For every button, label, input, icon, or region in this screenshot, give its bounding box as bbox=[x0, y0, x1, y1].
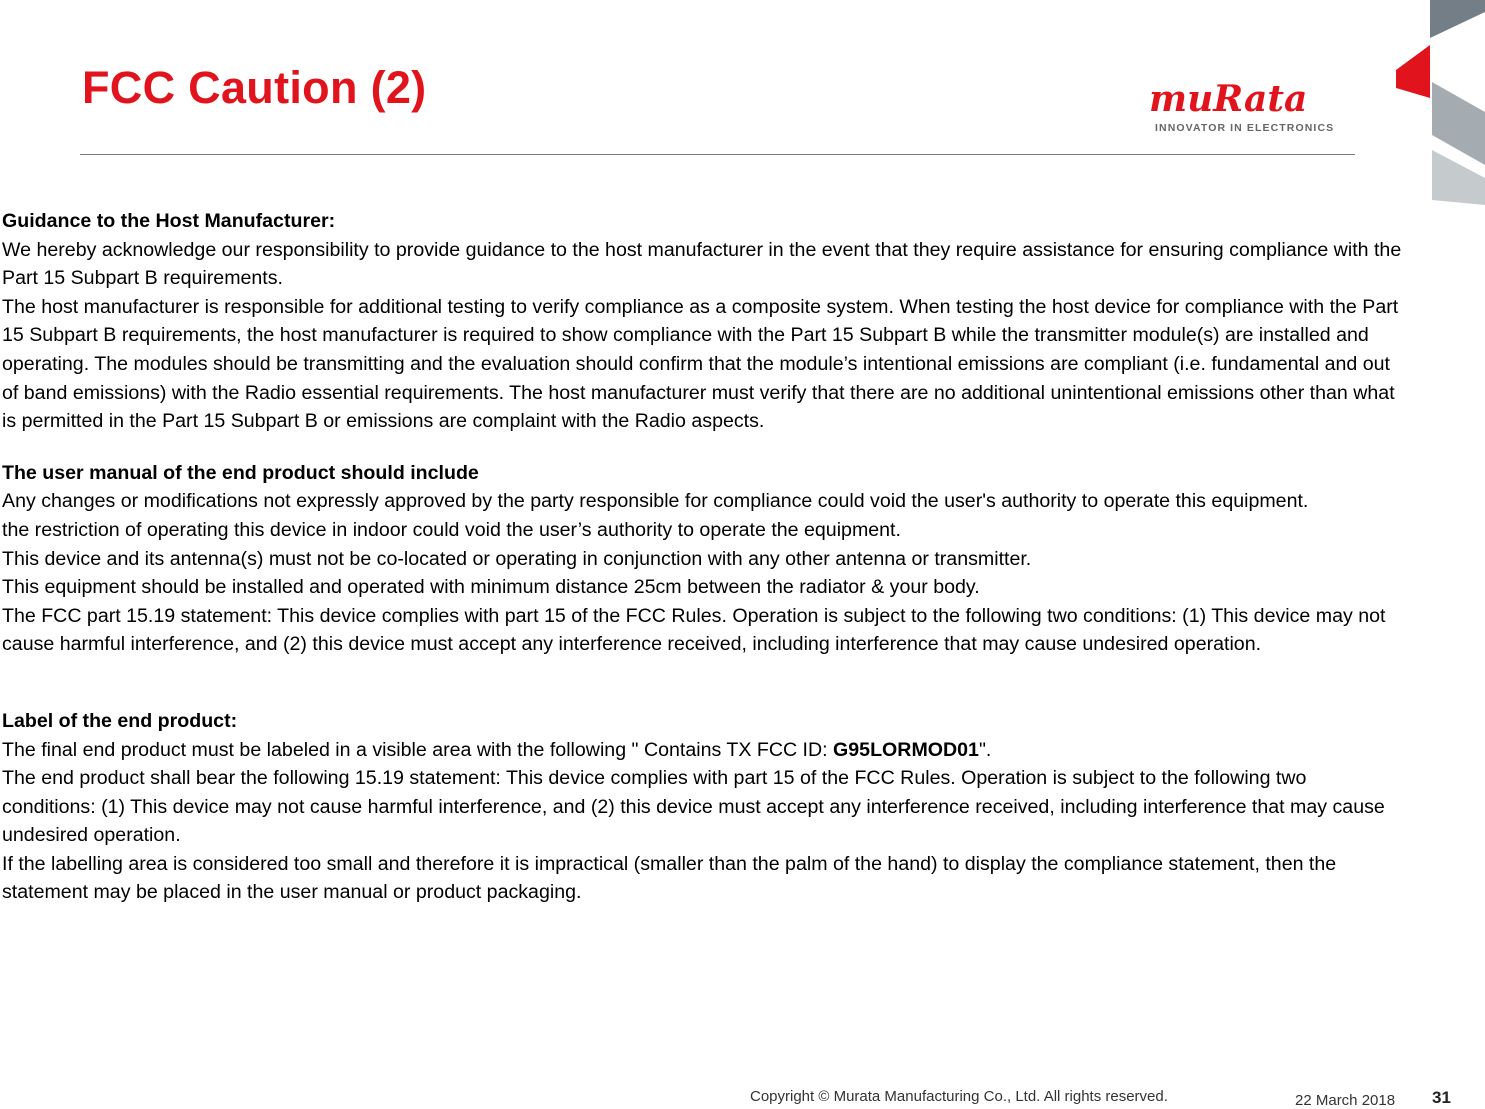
murata-wordmark-logo bbox=[1147, 80, 1359, 120]
corner-decoration-icon bbox=[1390, 0, 1485, 210]
fcc-label-suffix: ". bbox=[978, 738, 992, 761]
end-product-label-heading: Label of the end product: bbox=[2, 709, 238, 732]
user-manual-heading: The user manual of the end product should include bbox=[2, 461, 479, 484]
host-guidance-paragraph: The host manufacturer is responsible for additional testing to verify compliance as a composite system. When testing the host device for compliance with the Part 15 Subpart B requirements, the host manufacturer is required to show compliance with the Part 15 Subpart B while the transmitter module(s) are installed and operating. The modules should be transmitting and the evaluation should confirm that the module’s intentional emissions are compliant (i.e. fundamental and out of band emissions) with the Radio essential requirements. The host manufacturer must verify that there are no additional unintentional emissions other than what is permitted in the Part 15 Subpart B or emissions are complaint with the Radio aspects. bbox=[2, 295, 1399, 433]
copyright-notice: Copyright © Murata Manufacturing Co., Ltd. All rights reserved. bbox=[750, 1088, 1168, 1105]
user-manual-paragraph: The FCC part 15.19 statement: This device complies with part 15 of the FCC Rules. Operation is subject to the following two conditions: (1) This device may not cause harmful interference, and (2) this device must accept any interference received, including interference that may cause undesired operation. bbox=[2, 604, 1386, 656]
host-guidance-paragraph: We hereby acknowledge our responsibility to provide guidance to the host manufacturer in the event that they require assistance for ensuring compliance with the Part 15 Subpart B requirements. bbox=[2, 238, 1402, 290]
page-number: 31 bbox=[1432, 1088, 1451, 1107]
fcc-label-prefix: The final end product must be labeled in a visible area with the following " Contains TX FCC ID: bbox=[2, 738, 834, 761]
user-manual-paragraph: This equipment should be installed and operated with minimum distance 25cm between the radiator & your body. bbox=[2, 576, 980, 599]
title-divider bbox=[80, 154, 1355, 155]
footer-date: 22 March 2018 bbox=[1295, 1092, 1396, 1109]
end-product-label-paragraph: If the labelling area is considered too small and therefore it is impractical (smaller than the palm of the hand) to display the compliance statement, then the statement may be placed in the user manual or product packaging. bbox=[2, 852, 1337, 904]
user-manual-paragraph: Any changes or modifications not expressly approved by the party responsible for compliance could void the user's authority to operate this equipment. bbox=[2, 490, 1309, 513]
logo-wordmark-text: muRata bbox=[1149, 80, 1308, 120]
content-body bbox=[2, 207, 1402, 907]
page-title: FCC Caution (2) bbox=[82, 62, 427, 113]
user-manual-paragraph: the restriction of operating this device in indoor could void the user’s authority to operate the equipment. bbox=[2, 518, 901, 541]
logo-tagline: INNOVATOR IN ELECTRONICS bbox=[1155, 122, 1335, 134]
user-manual-paragraph: This device and its antenna(s) must not be co-located or operating in conjunction with any other antenna or transmitter. bbox=[2, 547, 1032, 570]
murata-logo bbox=[1147, 80, 1359, 140]
end-product-label-paragraph bbox=[2, 736, 1402, 765]
fcc-id: G95LORMOD01 bbox=[833, 738, 979, 761]
end-product-label-paragraph: The end product shall bear the following 15.19 statement: This device complies with part 15 of the FCC Rules. Operation is subject to the following two conditions: (1) This device may not cause harmful interference, and (2) this device must accept any interference received, including interference that may cause undesired operation. bbox=[2, 767, 1385, 847]
host-guidance-heading: Guidance to the Host Manufacturer: bbox=[2, 210, 336, 232]
